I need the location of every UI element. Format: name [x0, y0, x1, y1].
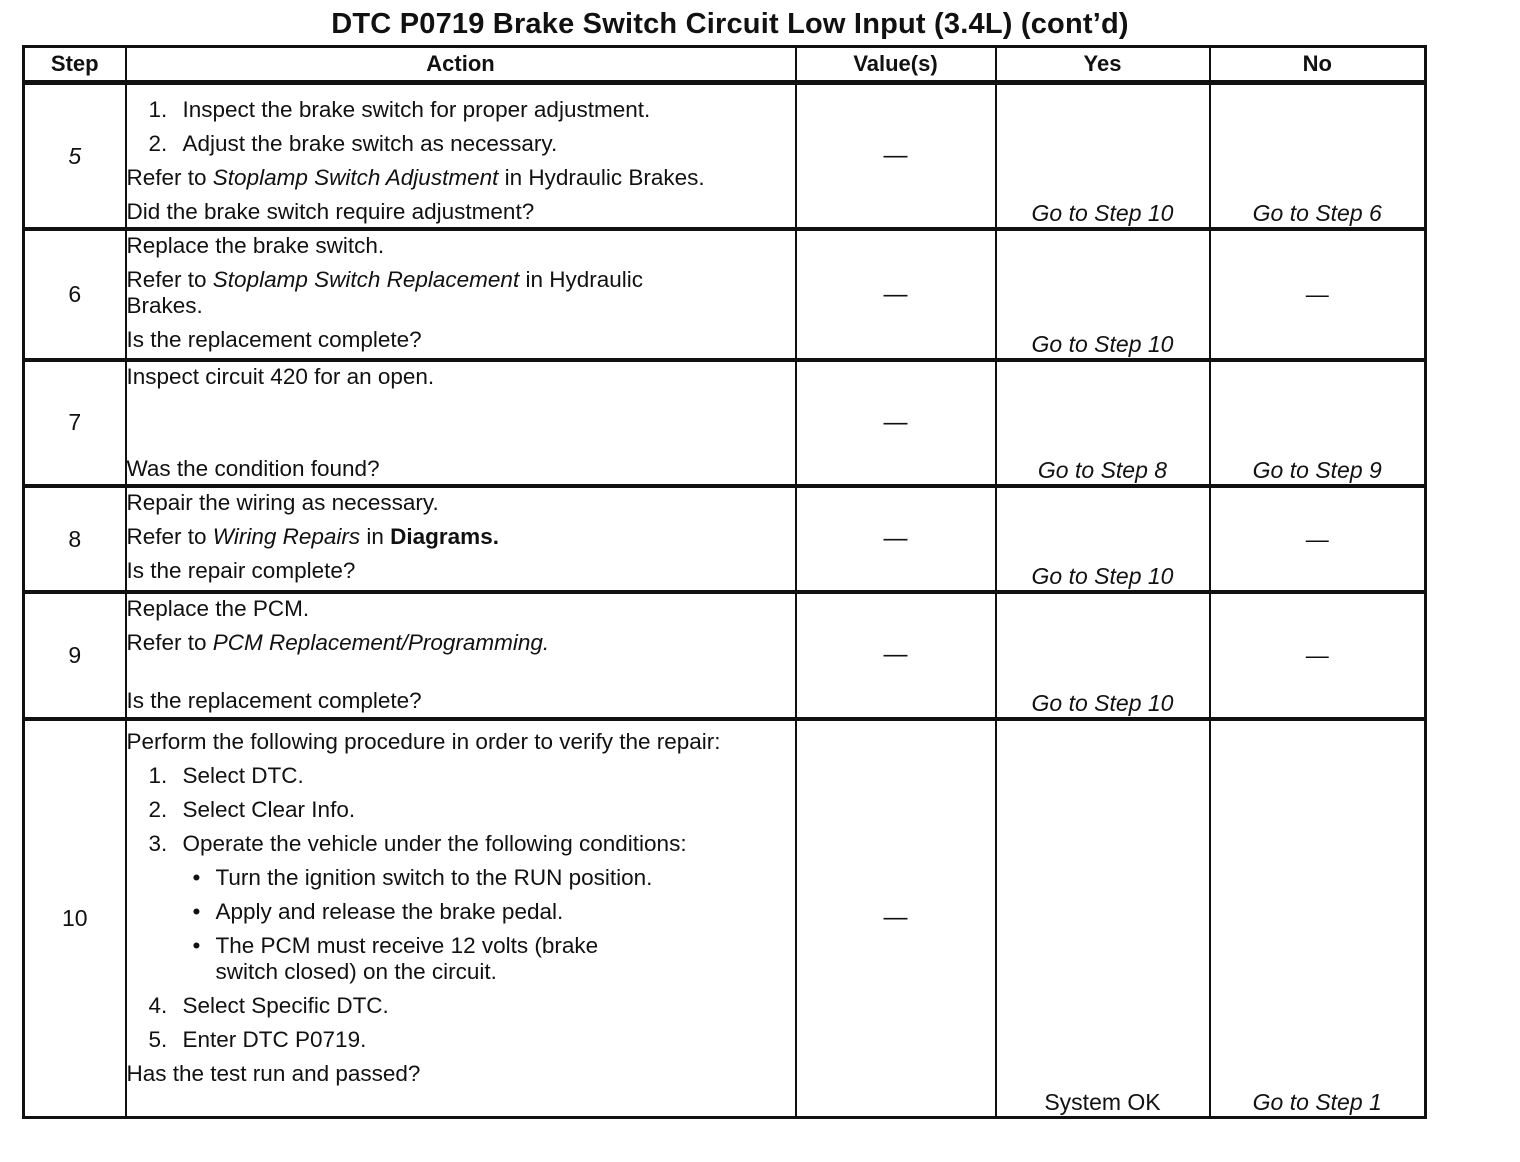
column-header-action: Action: [126, 47, 796, 83]
action-cell: [126, 486, 796, 592]
reference-text: Refer to Stoplamp Switch Adjustment in Hydraulic Brakes.: [126, 165, 705, 190]
reference-text: Refer to Wiring Repairs in Diagrams.: [126, 523, 499, 549]
reference-text: Refer to Stoplamp Switch Replacement in Hydraulic Brakes.: [126, 267, 643, 319]
bullet-item: • Turn the ignition switch to the RUN position.: [192, 864, 653, 890]
action-text: Inspect circuit 420 for an open.: [126, 363, 435, 389]
step-number: 6: [24, 229, 126, 359]
header-row: [24, 47, 1426, 83]
list-item: 1. Select DTC.: [148, 762, 304, 788]
list-item: 2. Adjust the brake switch as necessary.: [148, 131, 558, 156]
step-number: 8: [24, 486, 126, 592]
step-number: 10: [24, 719, 126, 1118]
value-cell: —: [796, 229, 996, 359]
value-cell: —: [796, 83, 996, 230]
step-number: 5: [24, 83, 126, 230]
question-text: Was the condition found?: [126, 455, 380, 481]
yes-outcome: Go to Step 10: [996, 83, 1210, 230]
step-row-8: [24, 486, 1426, 592]
step-row-6: [24, 229, 1426, 359]
action-cell: [126, 592, 796, 718]
yes-outcome: Go to Step 10: [996, 592, 1210, 718]
step-row-10: [24, 719, 1426, 1118]
document-title: DTC P0719 Brake Switch Circuit Low Input (3.4L) (cont’d): [331, 8, 1129, 40]
list-item: 5. Enter DTC P0719.: [148, 1026, 367, 1052]
list-item: 4. Select Specific DTC.: [148, 992, 389, 1018]
action-cell: [126, 229, 796, 359]
action-cell: [126, 360, 796, 486]
no-outcome: Go to Step 9: [1210, 360, 1426, 486]
bullet-item: • Apply and release the brake pedal.: [192, 898, 564, 924]
diagnostic-steps-table: [22, 45, 1427, 1119]
action-text: Replace the brake switch.: [126, 233, 385, 259]
list-item: 2. Select Clear Info.: [148, 796, 356, 822]
question-text: Did the brake switch require adjustment?: [126, 199, 535, 224]
step-number: 7: [24, 360, 126, 486]
no-outcome: —: [1210, 229, 1426, 359]
step-number: 9: [24, 592, 126, 718]
list-item: 1. Inspect the brake switch for proper adjustment.: [148, 97, 651, 122]
yes-outcome: Go to Step 10: [996, 486, 1210, 592]
yes-outcome: Go to Step 8: [996, 360, 1210, 486]
intro-text: Perform the following procedure in order to verify the repair:: [126, 728, 721, 754]
value-cell: —: [796, 360, 996, 486]
reference-text: Refer to PCM Replacement/Programming.: [126, 630, 550, 656]
no-outcome: Go to Step 6: [1210, 83, 1426, 230]
question-text: Has the test run and passed?: [126, 1060, 421, 1086]
yes-outcome: System OK: [996, 719, 1210, 1118]
yes-outcome: Go to Step 10: [996, 229, 1210, 359]
bullet-item: • The PCM must receive 12 volts (brake switch closed) on the circuit.: [192, 932, 599, 984]
action-cell: [126, 719, 796, 1118]
step-row-5: [24, 83, 1426, 230]
action-cell: [126, 83, 796, 230]
value-cell: —: [796, 486, 996, 592]
column-header-values: Value(s): [796, 47, 996, 83]
question-text: Is the replacement complete?: [126, 327, 422, 353]
question-text: Is the repair complete?: [126, 557, 356, 583]
no-outcome: —: [1210, 592, 1426, 718]
step-row-9: [24, 592, 1426, 718]
value-cell: —: [796, 719, 996, 1118]
action-text: Replace the PCM.: [126, 596, 310, 622]
step-row-7: [24, 360, 1426, 486]
question-text: Is the replacement complete?: [126, 688, 422, 714]
list-item: 3. Operate the vehicle under the following conditions:: [148, 830, 687, 856]
no-outcome: Go to Step 1: [1210, 719, 1426, 1118]
action-text: Repair the wiring as necessary.: [126, 489, 439, 515]
column-header-step: Step: [24, 47, 126, 83]
no-outcome: —: [1210, 486, 1426, 592]
value-cell: —: [796, 592, 996, 718]
column-header-yes: Yes: [996, 47, 1210, 83]
column-header-no: No: [1210, 47, 1426, 83]
